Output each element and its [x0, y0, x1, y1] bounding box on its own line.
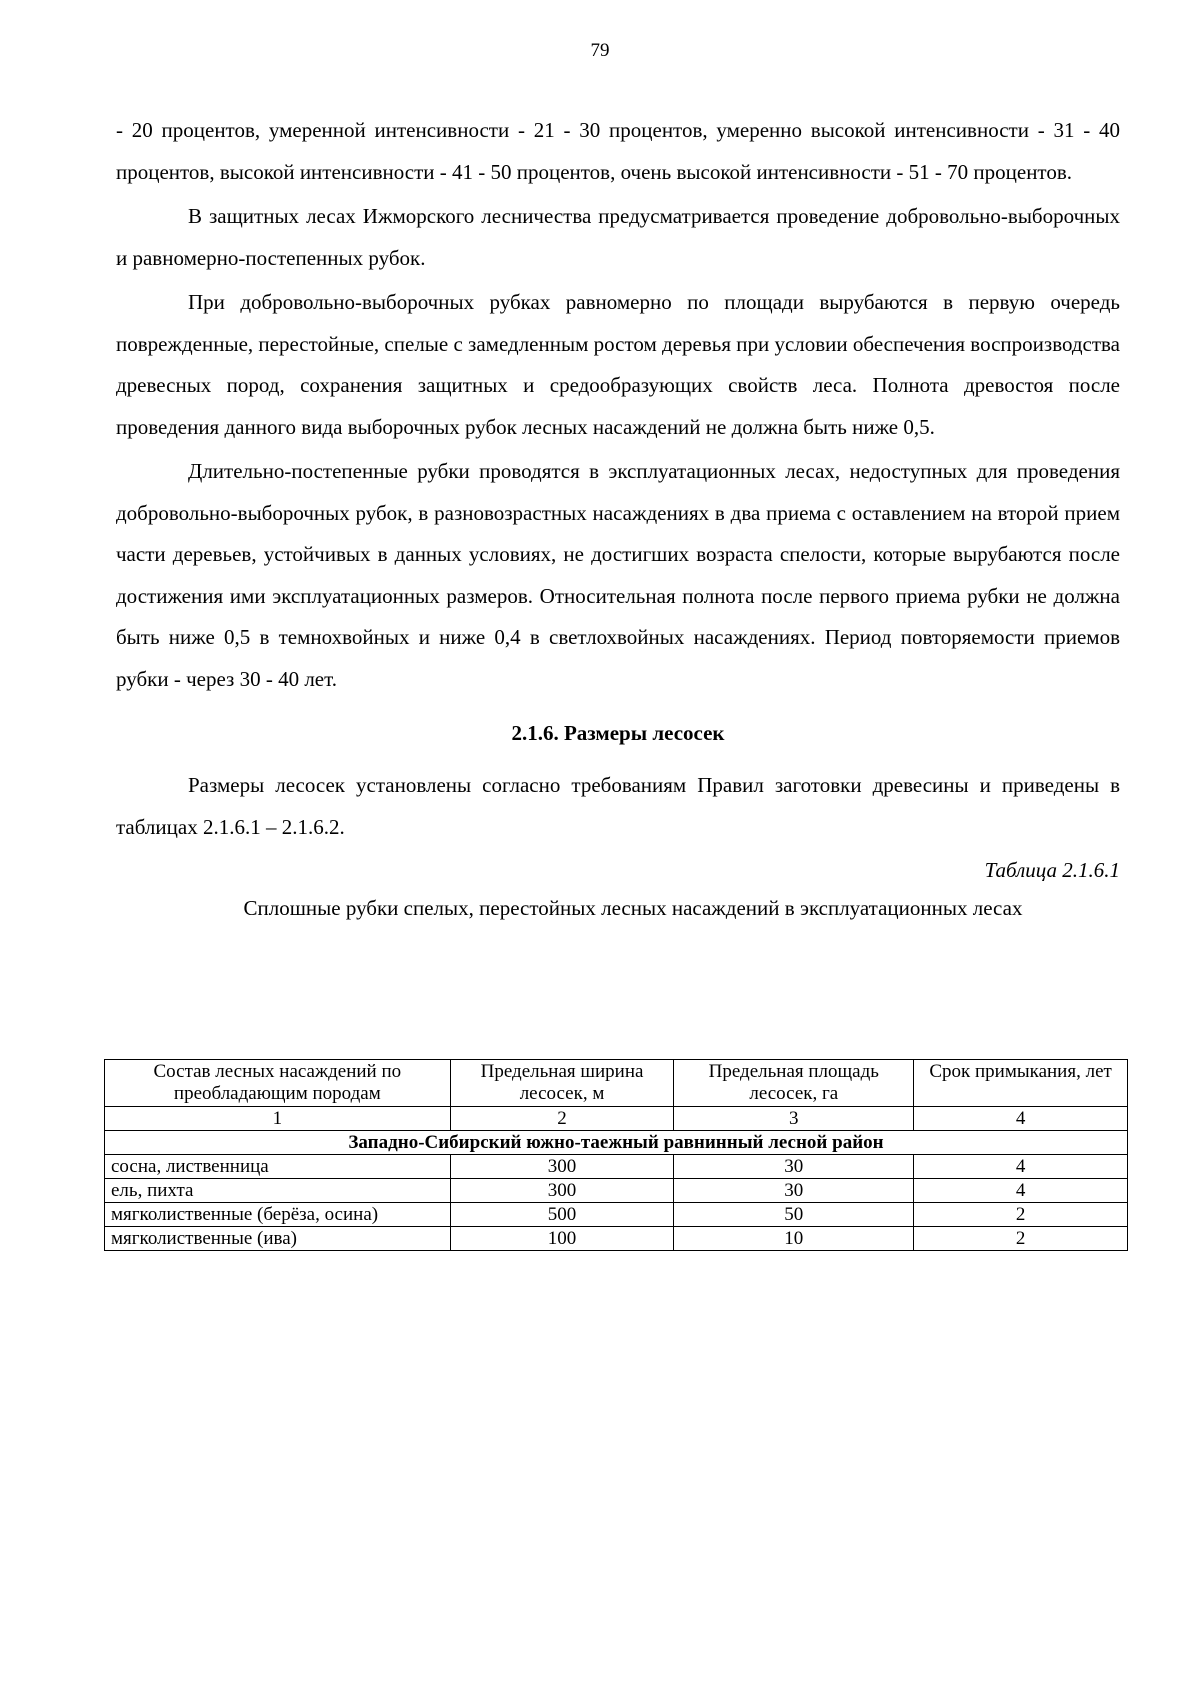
table-cell-species: сосна, лиственница — [105, 1155, 451, 1179]
table-cell-period: 4 — [914, 1179, 1128, 1203]
page-number: 79 — [590, 40, 610, 61]
table-cell-width: 100 — [450, 1227, 674, 1251]
table-caption-title: Сплошные рубки спелых, перестойных лесных насаждений в эксплуатационных лесах — [243, 896, 1023, 920]
header-adjacency-period: Срок примыкания, лет — [914, 1060, 1128, 1107]
table-cell-area: 30 — [674, 1155, 914, 1179]
header-max-width: Предельная ширина лесосек, м — [450, 1060, 674, 1107]
column-number: 4 — [914, 1107, 1128, 1131]
paragraph-cutting-area-sizes: Размеры лесосек установлены согласно требованиям Правил заготовки древесины и приведены в таблицах 2.1.6.1 – 2.1.6.2. — [116, 773, 1120, 839]
table-cell-width: 300 — [450, 1155, 674, 1179]
table-cell-species: ель, пихта — [105, 1179, 451, 1203]
paragraph-protective-forests: В защитных лесах Ижморского лесничества предусматривается проведение добровольно-выборочных и равномерно-постепенных рубок. — [116, 204, 1120, 270]
table-row — [105, 1227, 1128, 1251]
header-max-area: Предельная площадь лесосек, га — [674, 1060, 914, 1107]
table-header-row — [105, 1060, 1128, 1107]
table-cell-species: мягколиственные (ива) — [105, 1227, 451, 1251]
table-cell-period: 4 — [914, 1155, 1128, 1179]
table-row — [105, 1203, 1128, 1227]
region-row — [105, 1131, 1128, 1155]
cutting-areas-table — [104, 1059, 1128, 1251]
table-cell-period: 2 — [914, 1203, 1128, 1227]
paragraph-gradual-cutting: Длительно-постепенные рубки проводятся в эксплуатационных лесах, недоступных для проведения добровольно-выборочных рубок, в разновозрастных насаждениях в два приема с оставлением на второй прием части деревьев, устойчивых в данных условиях, не достигших возраста спелости, которые вырубаются после достижения ими эксплуатационных размеров. Относительная полнота после первого приема рубки не должна быть ниже 0,5 в темнохвойных и ниже 0,4 в светлохвойных насаждениях. Период повторяемости приемов рубки - через 30 - 40 лет. — [116, 459, 1120, 691]
table-cell-width: 500 — [450, 1203, 674, 1227]
paragraph-selective-cutting: При добровольно-выборочных рубках равномерно по площади вырубаются в первую очередь поврежденные, перестойные, спелые с замедленным ростом деревья при условии обеспечения воспроизводства древесных пород, сохранения защитных и средообразующих свойств леса. Полнота древостоя после проведения данного вида выборочных рубок лесных насаждений не должна быть ниже 0,5. — [116, 290, 1120, 439]
table-row — [105, 1155, 1128, 1179]
table-cell-area: 10 — [674, 1227, 914, 1251]
table-cell-width: 300 — [450, 1179, 674, 1203]
section-title: 2.1.6. Размеры лесосек — [511, 721, 725, 745]
table-row — [105, 1179, 1128, 1203]
table-caption-number: Таблица 2.1.6.1 — [984, 858, 1120, 882]
paragraph-intensity: - 20 процентов, умеренной интенсивности - 21 - 30 процентов, умеренно высокой интенсивности - 31 - 40 процентов, высокой интенсивности - 41 - 50 процентов, очень высокой интенсивности - 51 - 70 процентов. — [116, 118, 1120, 184]
table-cell-area: 30 — [674, 1179, 914, 1203]
column-number-row — [105, 1107, 1128, 1131]
document-body — [116, 110, 1120, 927]
region-name: Западно-Сибирский южно-таежный равнинный лесной район — [105, 1131, 1128, 1155]
column-number: 1 — [105, 1107, 451, 1131]
table-cell-period: 2 — [914, 1227, 1128, 1251]
column-number: 2 — [450, 1107, 674, 1131]
column-number: 3 — [674, 1107, 914, 1131]
header-composition: Состав лесных насаждений по преобладающим породам — [105, 1060, 451, 1107]
table-cell-species: мягколиственные (берёза, осина) — [105, 1203, 451, 1227]
table-cell-area: 50 — [674, 1203, 914, 1227]
